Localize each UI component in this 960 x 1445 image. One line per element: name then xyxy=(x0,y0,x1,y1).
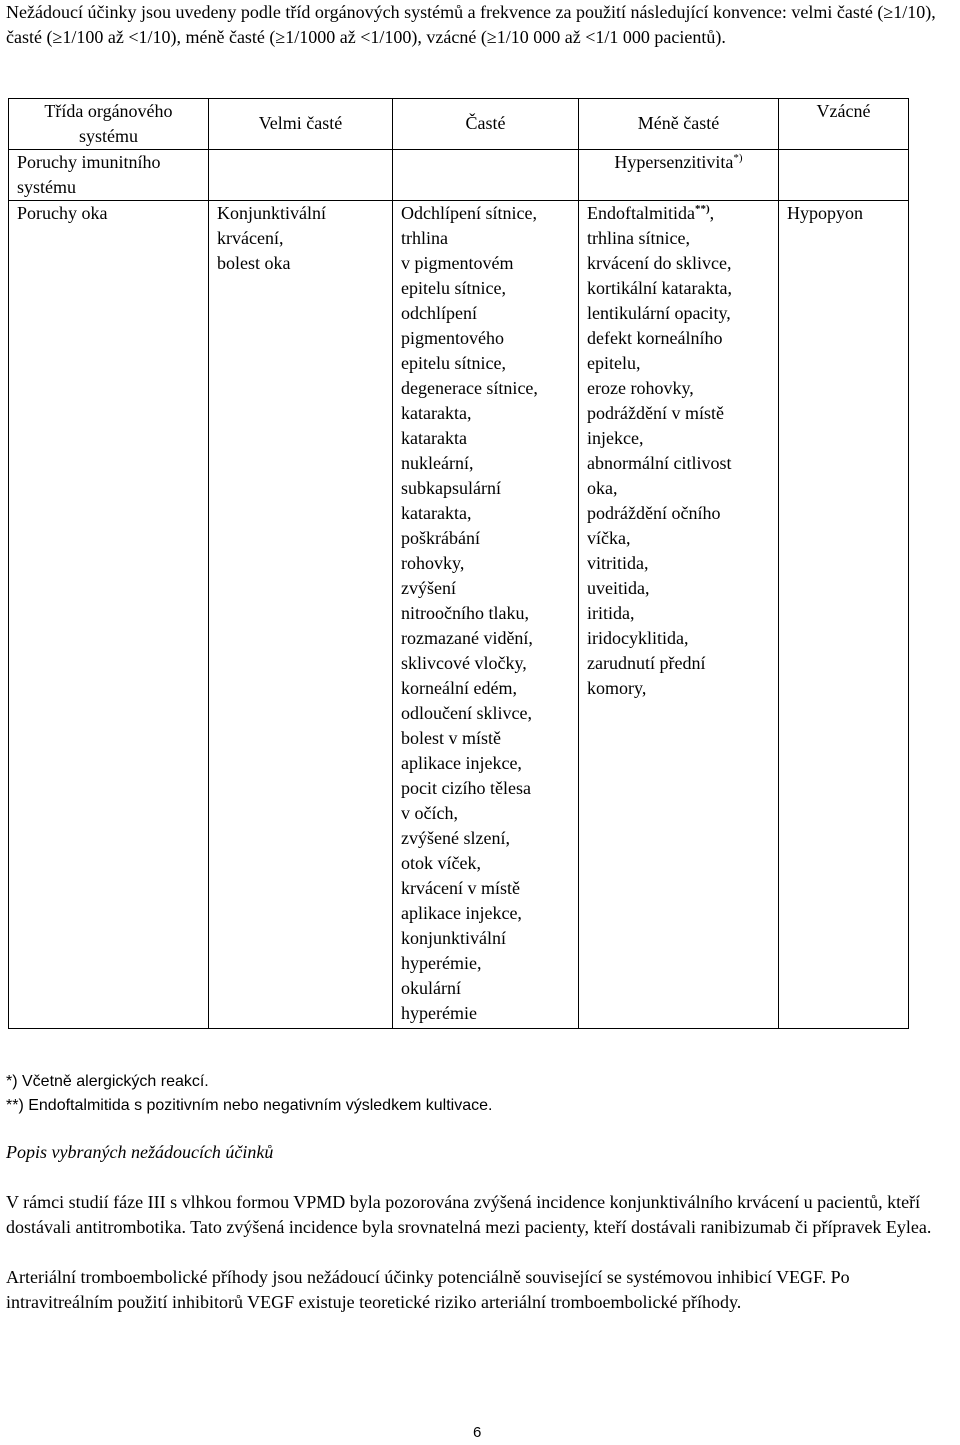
header-soc: Třída orgánového systému xyxy=(9,99,209,150)
footnote-mark: **) xyxy=(694,203,710,215)
cell-rare xyxy=(779,150,909,201)
header-very-common: Velmi časté xyxy=(209,99,393,150)
cell-common xyxy=(393,150,579,201)
table-header-row xyxy=(9,99,909,150)
table-row xyxy=(9,201,909,1029)
paragraph: Arteriální tromboembolické příhody jsou nežádoucí účinky potenciálně související se systémovou inhibicí VEGF. Po intravitreálním použití inhibitorů VEGF existuje teoretické riziko arteriální tromboembolické příhody. xyxy=(6,1267,850,1312)
footnote-mark: *) xyxy=(733,152,743,164)
section-title: Popis vybraných nežádoucích účinků xyxy=(6,1142,274,1162)
cell-text: Endoftalmitida xyxy=(587,203,695,223)
row-soc-immune: Poruchy imunitního systému xyxy=(9,150,209,201)
cell-text: , trhlina sítnice, krvácení do sklivce, kortikální katarakta, lentikulární opacity, defekt korneálního epitelu, eroze rohovky, podráždění v místě injekce, abnormální citlivost oka, podráždění očního víčka, vitritida, uveitida, iritida, iridocyklitida, zarudnutí přední komory, xyxy=(587,203,732,698)
cell-rare: Hypopyon xyxy=(779,201,909,1029)
cell-common: Odchlípení sítnice, trhlina v pigmentovém epitelu sítnice, odchlípení pigmentového epitelu sítnice, degenerace sítnice, katarakta, katarakta nukleární, subkapsulární katarakta, poškrábání rohovky, zvýšení nitroočního tlaku, rozmazané vidění, sklivcové vločky, korneální edém, odloučení sklivce, bolest v místě aplikace injekce, pocit cizího tělesa v očích, zvýšené slzení, otok víček, krvácení v místě aplikace injekce, konjunktivální hyperémie, okulární hyperémie xyxy=(393,201,579,1029)
page-number: 6 xyxy=(473,1424,482,1441)
cell-very-common: Konjunktivální krvácení, bolest oka xyxy=(209,201,393,1029)
footnotes xyxy=(6,1070,492,1118)
cell-very-common xyxy=(209,150,393,201)
row-soc-eye: Poruchy oka xyxy=(9,201,209,1029)
table-row xyxy=(9,150,909,201)
cell-uncommon xyxy=(579,201,779,1029)
header-rare: Vzácné xyxy=(779,99,909,150)
cell-text: Hypersenzitivita xyxy=(614,152,734,172)
cell-uncommon xyxy=(579,150,779,201)
adverse-effects-table xyxy=(8,98,909,1029)
footnote: **) Endoftalmitida s pozitivním nebo negativním výsledkem kultivace. xyxy=(6,1097,493,1114)
header-common: Časté xyxy=(393,99,579,150)
header-uncommon: Méně časté xyxy=(579,99,779,150)
paragraph: V rámci studií fáze III s vlhkou formou VPMD byla pozorována zvýšená incidence konjunktiválního krvácení u pacientů, kteří dostávali antitrombotika. Tato zvýšená incidence byla srovnatelná mezi pacienty, kteří dostávali ranibizumab či přípravek Eylea. xyxy=(6,1192,932,1237)
intro-paragraph: Nežádoucí účinky jsou uvedeny podle tříd orgánových systémů a frekvence za použití následující konvence: velmi časté (≥1/10), časté (≥1/100 až <1/10), méně časté (≥1/1000 až <1/100), vzácné (≥1/10 000 až <1/1 000 pacientů). xyxy=(6,2,936,47)
footnote: *) Včetně alergických reakcí. xyxy=(6,1073,209,1090)
